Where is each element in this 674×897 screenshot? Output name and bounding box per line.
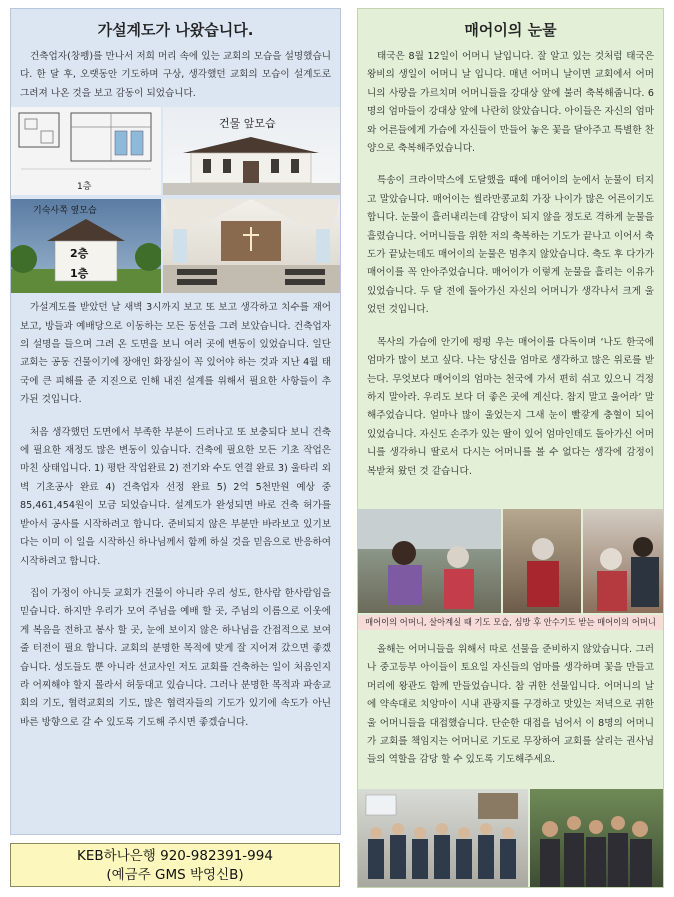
bank-account-holder: (예금주 GMS 박영신B): [106, 867, 244, 883]
left-intro: 건축업자(창펭)를 만나서 저희 머리 속에 있는 교회의 모습을 설명했습니다. 한 달 후, 오랫동안 기도하며 구상, 생각했던 교회의 모습이 설계도로 그려져 나온 것을 보고 감동이 되었습니다.: [20, 51, 331, 99]
mother-photo-3: [583, 509, 663, 613]
right-para-3: 목사의 가슴에 안기에 펑펑 우는 매어이를 다독이며 ‘나도 한국에 엄마가 많이 보고 싶다. 나는 당신을 엄마로 생각하고 많은 위로를 받는다. 무엇보다 매어이의 엄마는 천국에 가서 편히 쉬고 있으니 걱정하지 말아라. 우리도 보다 더 좋은 곳에 계신다. 참지 말고 울어라’ 말해주었습니다. 얼마나 많이 울었는지 그새 눈이 빨갛게 충혈이 되어 있었습니다. 자신도 손주가 있는 딸이 있어 엄마인데도 돌아가신 어머니를 생각하니 딸로서 다시는 어머니를 볼 수 없다는 생각에 감정이 복받쳐 왔던 것 같습니다.: [367, 336, 654, 477]
front-view-label: 건물 앞모습: [219, 117, 276, 131]
left-para-3: 처음 생각했던 도면에서 부족한 부분이 드러나고 또 보충되다 보니 건축에 필요한 재정도 많은 변동이 있습니다. 건축에 필요한 모든 기초 작업은 마친 상태입니다. 1) 평탄 작업완료 2) 전기와 수도 연결 완료 3) 울타리 외벽 기초공사 완료 4) 건축업자 선정 완료 5) 2억 5천만원 예상 중 85,461,454원이 모금 되었습니다. 설계도가 완성되면 바로 건축 허가를 받아서 공사를 시작하려고 합니다. 준비되지 않은 부분만 바라보고 있기보다는 이미 이 일을 시작하신 하나님께서 함께 하실 것을 믿음으로 반응하여 시작하려고 합니다.: [20, 426, 331, 567]
bank-account-number: KEB하나은행 920-982391-994: [77, 848, 273, 864]
photo-caption: 매어이의 어머니, 살아계실 때 기도 모습, 심방 후 안수기도 받는 매어이의 어머니: [358, 615, 663, 630]
mother-photo-1: [358, 509, 501, 613]
right-title: 매어이의 눈물: [464, 21, 557, 39]
right-para-1: 태국은 8월 12일이 어머니 날입니다. 잘 알고 있는 것처럼 태국은 왕비의 생일이 어머니 날 입니다. 매년 어머니 날이면 교회에서 어머니의 사랑을 가르치며 어머니들을 강대상 앞에 불러 축복해줍니다. 6명의 엄마들이 강대상 앞에 나란히 앉았습니다. 아이들은 자신의 엄마와 어른들에게 가슴에 자신들이 만들어 놓은 꽃을 달아주고 특별한 찬양으로 축복해주었습니다.: [367, 51, 654, 155]
interior-image: [163, 199, 340, 293]
front-view-image: [163, 107, 340, 195]
group-photo-2: [530, 789, 663, 887]
right-column: [357, 8, 664, 888]
mother-photo-2-drawing: [503, 509, 581, 613]
right-para-4: 올해는 어머니들을 위해서 따로 선물을 준비하지 않았습니다. 그러나 중고등부 아이들이 토요일 자신들의 엄마를 생각하며 꽃을 만들고 머리에 왕관도 함께 만들었습니다. 참 귀한 선물입니다. 어머니의 날에 약속대로 치앙마이 시내 관광지를 구경하고 맛있는 저녁으로 귀한 울 어머니들을 대접했습니다. 단순한 대접을 넘어서 이 8명의 어머니가 교회를 책임지는 어머니로 기도로 무장하여 교회를 살리는 권사님들의 역할을 감당 할 수 있도록 기도해주세요.: [367, 644, 654, 766]
mother-photo-3-drawing: [583, 509, 663, 613]
left-column: [10, 8, 341, 835]
side-view-floor1: 1층: [70, 267, 89, 281]
design-images: [11, 107, 340, 293]
group-photo-1-drawing: [358, 789, 528, 887]
side-view-image: [11, 199, 161, 293]
floor-plan-label: 1층: [77, 182, 92, 193]
left-para-2: 가설계도를 받았던 날 새벽 3시까지 보고 또 보고 생각하고 치수를 재어 보고, 방들과 예배당으로 이동하는 모든 동선을 그려 보았습니다. 건축업자의 설명을 들으며 그려 온 도면을 보니 여러 곳에 변동이 있었습니다. 일단 교회는 공동 건물이기에 장애인 화장실이 꼭 있어야 하는 것과 지난 4월 태국에 큰 피해를 준 지진으로 인해 내진 설계를 위해서 필요한 사항들이 추가된 것입니다.: [20, 302, 331, 406]
side-view-floor2: 2층: [70, 247, 89, 261]
interior-drawing: [163, 199, 340, 293]
mother-photo-2: [503, 509, 581, 613]
left-para-4: 집이 가정이 아니듯 교회가 건물이 아니라 우리 성도, 한사람 한사람임을 믿습니다. 하지만 우리가 모여 주님을 예배 할 곳, 주님의 이름으로 이웃에게 복음을 전하고 봉사 할 곳, 눈에 보이지 않은 하나님을 간접적으로 보여줄 터전이 필요 합니다. 교회의 분명한 목적에 맞게 잘 지어져 갔으면 좋겠습니다. 성도들도 뿐 아니라 선교사인 저도 교회를 건축하는 일이 처음인지라 어찌해야 할지 몰라서 허둥대고 있습니다. 그러나 분명한 목적과 파송교회의 기도, 협력교회의 기도, 많은 협력자들의 기도가 있기에 속도가 아닌 바른 방향으로 갈 수 있도록 기도해 주시면 좋겠습니다.: [20, 587, 331, 728]
left-title: 가설계도가 나왔습니다.: [97, 21, 254, 39]
floor-plan-image: [11, 107, 161, 195]
bank-account-box: [10, 843, 340, 887]
mother-photos: [358, 509, 663, 613]
mother-photo-1-drawing: [358, 509, 501, 613]
group-photo-1: [358, 789, 528, 887]
right-para-2: 특송이 크라이막스에 도달했을 때에 매어이의 눈에서 눈물이 터지고 말았습니다. 매어이는 씰라만콩교회 가장 나이가 많은 어른이기도 합니다. 눈물이 흘러내리는데 감당이 되지 않을 정도로 격하게 눈물을 흘렸습니다. 어머니들을 위한 저의 축복하는 기도가 끝나고 이어서 축도가 끝났는데도 매어이의 눈물은 멈추지 않았습니다. 축도 후 다가가 매어이를 꼭 안아주었습니다. 매어이가 이렇게 눈물을 흘리는 이유가 있었습니다. 두 달 전에 돌아가신 자신의 어머니가 생각나서 크게 울었던 것입니다.: [367, 175, 654, 316]
group-photo-2-drawing: [530, 789, 663, 887]
bottom-photos: [358, 789, 663, 887]
side-view-label: 기숙사쪽 옆모습: [33, 206, 97, 217]
